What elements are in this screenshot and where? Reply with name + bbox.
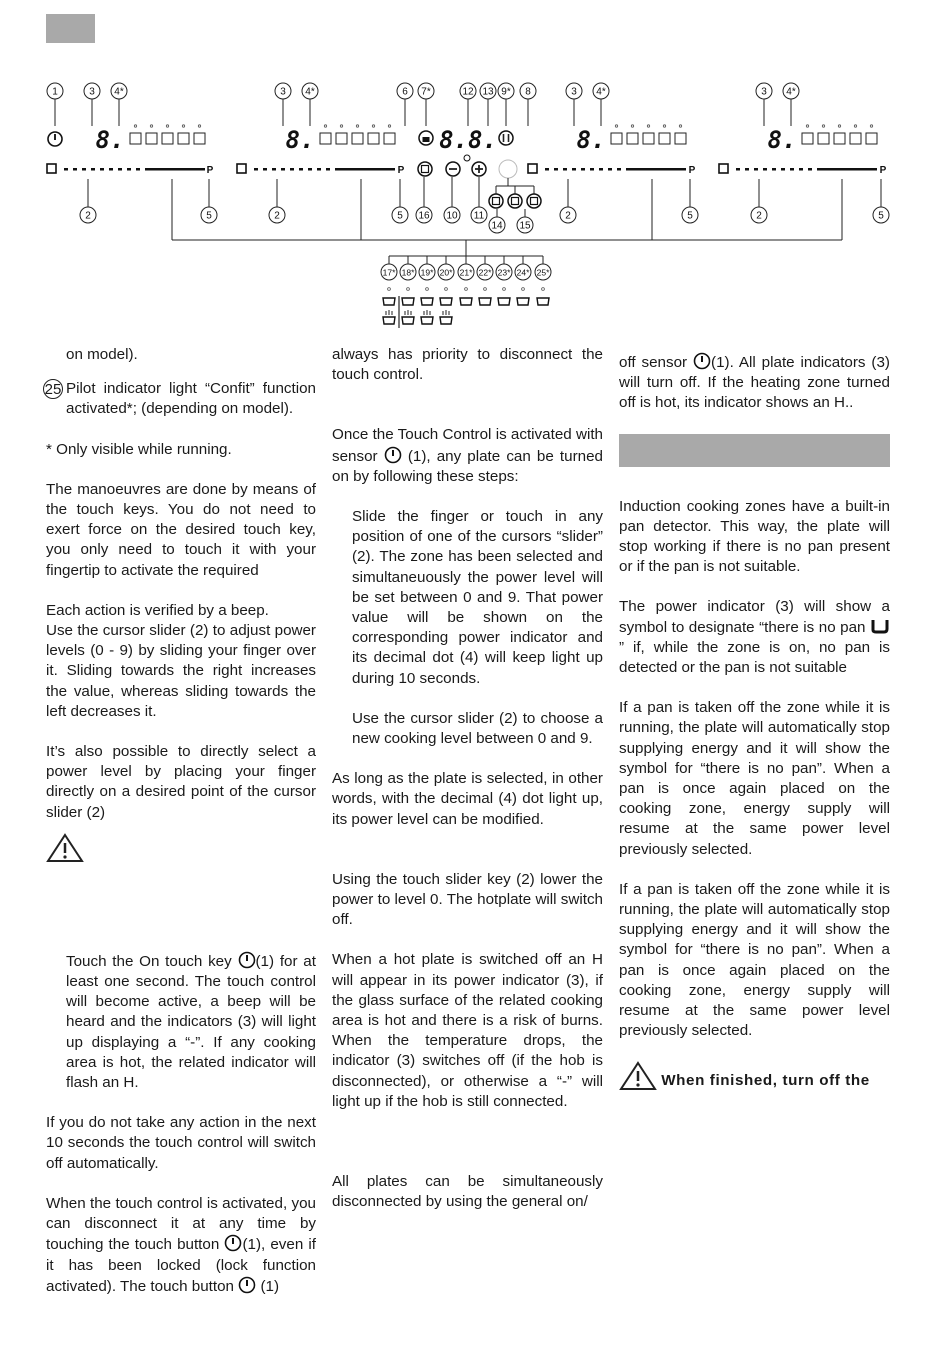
callout-top-8-label: 8 — [525, 86, 531, 98]
slider-segment — [377, 168, 383, 171]
slider-segment — [365, 168, 371, 171]
slider-segment — [790, 168, 794, 171]
callout-top-12 — [460, 83, 476, 99]
paragraph-disconnect: When the touch control is activated, you can disconnect it at any time by touching the touch button (1), even if it has been locked (lock function activated). The touch button (1) — [46, 1194, 316, 1295]
slider-segment — [347, 168, 353, 171]
slider-end-label: P — [397, 165, 405, 176]
callout-top-4s — [783, 83, 799, 99]
slider-segment — [680, 168, 686, 171]
level-dot — [166, 125, 168, 127]
slider-segment — [865, 168, 871, 171]
level-dot — [182, 125, 184, 127]
control-panel-diagram — [0, 78, 950, 338]
slider-segment — [73, 168, 77, 171]
slider-segment — [563, 168, 567, 171]
timer-display-digits: 8.8. — [439, 126, 497, 154]
slider-start-icon — [47, 164, 56, 173]
slider-segment — [181, 168, 187, 171]
lock-body — [423, 137, 430, 142]
callout-bottom-2-label: 2 — [274, 210, 280, 222]
level-dot — [854, 125, 856, 127]
paragraph-pan-removed-2: If a pan is taken off the zone while it is running, the plate will automatically stop supplying energy and it will show the symbol for “there is no pan”. When a pan is once again placed on the cooking zone, energy supply will resume at the same power level previously selected. — [619, 880, 890, 1040]
paragraph-pan-detector: Induction cooking zones have a built-in pan detector. This way, the plate will stop working if there is no pan present or if the pan is not suitable. — [619, 497, 890, 576]
slider-start-icon — [528, 164, 537, 173]
slider-segment — [853, 168, 859, 171]
level-dot — [631, 125, 633, 127]
function-key-inner — [512, 198, 519, 205]
callout-bottom-5 — [392, 207, 408, 223]
slider-segment — [109, 168, 113, 171]
paragraph-pan-removed-1: If a pan is taken off the zone while it is running, the plate will automatically stop supplying energy and it will show the symbol for “there is no pan”. When a pan is once again placed on the cooking zone, energy supply will resume at the same power level previously selected. — [619, 699, 890, 858]
callout-bottom-5-label: 5 — [397, 210, 403, 222]
slider-segment — [263, 168, 267, 171]
slider-segment — [359, 168, 365, 171]
callout-bottom-5 — [873, 207, 889, 223]
power-indicator-digit: 8. — [95, 126, 125, 154]
callout-top-13 — [480, 83, 496, 99]
slider-segment — [662, 168, 668, 171]
level-square — [675, 133, 686, 144]
warning-icon — [46, 833, 84, 863]
slider-segment — [299, 168, 303, 171]
slider-segment — [157, 168, 163, 171]
slider-segment — [608, 168, 612, 171]
paragraph-no-action: If you do not take any action in the next 10 seconds the touch control will switch off automatically. — [46, 1114, 316, 1172]
callout-top-3-label: 3 — [571, 86, 577, 98]
level-square — [130, 133, 141, 144]
callout-top-4s-label: 4* — [786, 86, 796, 98]
slider-segment — [163, 168, 169, 171]
callout-top-12-label: 12 — [462, 86, 474, 98]
column-1 — [46, 345, 316, 1317]
function-dot — [407, 288, 410, 291]
function-dot — [388, 288, 391, 291]
cookware-icon — [421, 298, 433, 305]
callout-bottom-15 — [517, 217, 533, 233]
level-square — [834, 133, 845, 144]
paragraph-slide-finger: Slide the finger or touch in any position of one of the cursors “slider” (2). The zone has been selected and simultaneuously the power level will be set between 0 and 9. That power value will be shown on the corresponding power indicator and its decimal dot (4) will keep light up during 10 seconds. — [352, 508, 603, 687]
slider-segment — [781, 168, 785, 171]
paragraph-priority: always has priority to disconnect the touch control. — [332, 346, 603, 384]
level-square — [368, 133, 379, 144]
callout-top-3 — [566, 83, 582, 99]
timer-sensor-area — [499, 160, 517, 178]
paragraph-on-model: on model). — [66, 346, 138, 363]
level-square — [194, 133, 205, 144]
callout-function-22s — [477, 264, 493, 280]
slider-segment — [335, 168, 341, 171]
paragraph-once-activated: Once the Touch Control is activated with sensor (1), any plate can be turned on by following these steps: — [332, 426, 603, 485]
slider-segment — [674, 168, 680, 171]
cookware-icon — [537, 298, 549, 305]
power-icon — [238, 1276, 256, 1294]
callout-function-19s — [419, 264, 435, 280]
paragraph-all-plates: All plates can be simultaneously disconnected by using the general on/ — [332, 1173, 603, 1211]
callout-bottom-5-label: 5 — [687, 210, 693, 222]
callout-bottom-2 — [560, 207, 576, 223]
slider-segment — [638, 168, 644, 171]
level-square — [818, 133, 829, 144]
cookware-icon — [402, 298, 414, 305]
timer-small-icon — [464, 155, 470, 161]
callout-top-1-label: 1 — [52, 86, 58, 98]
callout-bottom-2-label: 2 — [85, 210, 91, 222]
callout-bottom-2 — [80, 207, 96, 223]
slider-segment — [859, 168, 865, 171]
callout-function-22s-label: 22* — [478, 267, 492, 278]
slider-segment — [817, 168, 823, 171]
callout-function-21s — [458, 264, 474, 280]
slider-segment — [847, 168, 853, 171]
callout-bottom-14-label: 14 — [491, 220, 503, 232]
slider-segment — [763, 168, 767, 171]
level-square — [162, 133, 173, 144]
callout-function-21s-label: 21* — [459, 267, 473, 278]
callout-bottom-16-label: 16 — [418, 210, 430, 222]
slider-segment — [272, 168, 276, 171]
warning-icon — [619, 1061, 657, 1091]
power-indicator-digit: 8. — [576, 126, 606, 154]
callout-top-8 — [520, 83, 536, 99]
level-square — [611, 133, 622, 144]
no-pan-icon — [870, 618, 890, 634]
slider-segment — [617, 168, 621, 171]
callout-function-24s — [515, 264, 531, 280]
slider-segment — [650, 168, 656, 171]
callout-top-4s — [111, 83, 127, 99]
slider-segment — [835, 168, 841, 171]
power-icon — [384, 446, 402, 464]
function-dot — [484, 288, 487, 291]
slider-segment — [599, 168, 603, 171]
callout-function-23s — [496, 264, 512, 280]
callout-top-3 — [275, 83, 291, 99]
slider-segment — [772, 168, 776, 171]
level-dot — [356, 125, 358, 127]
slider-segment — [82, 168, 86, 171]
callout-bottom-5-label: 5 — [206, 210, 212, 222]
paragraph-beep-slider: Each action is verified by a beep. Use the cursor slider (2) to adjust power levels (0 - 9) by sliding your finger over it. Sliding towards the right increases the value, whereas sliding towards the left decreases it. — [46, 601, 316, 720]
callout-bottom-2 — [269, 207, 285, 223]
slider-segment — [829, 168, 835, 171]
callout-function-20s-label: 20* — [439, 267, 453, 278]
slider-segment — [823, 168, 829, 171]
callout-top-3-label: 3 — [280, 86, 286, 98]
level-dot — [663, 125, 665, 127]
callout-25: 25 — [44, 381, 62, 399]
callout-bottom-5-label: 5 — [878, 210, 884, 222]
slider-segment — [572, 168, 576, 171]
callout-top-3 — [756, 83, 772, 99]
slider-segment — [254, 168, 258, 171]
function-key-inner — [531, 198, 538, 205]
slider-segment — [545, 168, 549, 171]
section-header-bar — [619, 434, 890, 467]
callout-bottom-14 — [489, 217, 505, 233]
slider-segment — [871, 168, 877, 171]
paragraph-lower-power: Using the touch slider key (2) lower the power to level 0. The hotplate will switch off. — [332, 870, 603, 929]
callout-top-4s-label: 4* — [114, 86, 124, 98]
level-dot — [372, 125, 374, 127]
paragraph-pilot-confit: 25 Pilot indicator light “Confit” function activated*; (depending on model). — [44, 380, 316, 418]
level-dot — [324, 125, 326, 127]
paragraph-touch-on: Touch the On touch key (1) for at least one second. The touch control will become active, a beep will be heard and the indicators (3) will light up displaying a “-”. If any cooking area is hot, the related indicator will flash an H. — [66, 952, 316, 1092]
slider-segment — [175, 168, 181, 171]
callout-top-3 — [84, 83, 100, 99]
level-dot — [822, 125, 824, 127]
level-dot — [615, 125, 617, 127]
callout-top-4s-label: 4* — [305, 86, 315, 98]
slider-segment — [353, 168, 359, 171]
level-dot — [806, 125, 808, 127]
function-dot — [542, 288, 545, 291]
level-square — [352, 133, 363, 144]
callout-function-17s — [381, 264, 397, 280]
callout-top-7s — [418, 83, 434, 99]
slider-segment — [371, 168, 377, 171]
slider-segment — [199, 168, 205, 171]
slider-segment — [187, 168, 193, 171]
callout-bottom-11-label: 11 — [473, 210, 485, 222]
level-square — [336, 133, 347, 144]
level-square — [146, 133, 157, 144]
slider-segment — [118, 168, 122, 171]
slider-segment — [754, 168, 758, 171]
callout-function-24s-label: 24* — [516, 267, 530, 278]
level-dot — [388, 125, 390, 127]
callout-top-7s-label: 7* — [421, 86, 431, 98]
cookware-icon — [517, 298, 529, 305]
level-dot — [134, 125, 136, 127]
callout-top-4s-label: 4* — [596, 86, 606, 98]
callout-bottom-5 — [201, 207, 217, 223]
slider-segment — [644, 168, 650, 171]
callout-top-6-label: 6 — [402, 86, 408, 98]
slider-segment — [136, 168, 140, 171]
slider-segment — [656, 168, 662, 171]
callout-bottom-15-label: 15 — [519, 220, 531, 232]
level-dot — [647, 125, 649, 127]
callout-function-17s-label: 17* — [382, 267, 396, 278]
slider-segment — [736, 168, 740, 171]
slider-segment — [841, 168, 847, 171]
warning-block — [46, 833, 316, 951]
cookware-icon — [460, 298, 472, 305]
callout-top-4s — [593, 83, 609, 99]
callout-top-9s-label: 9* — [501, 86, 511, 98]
power-icon — [224, 1234, 242, 1252]
callout-top-3-label: 3 — [761, 86, 767, 98]
slider-segment — [145, 168, 151, 171]
level-square — [643, 133, 654, 144]
callout-function-18s — [400, 264, 416, 280]
slider-end-label: P — [879, 165, 887, 176]
power-icon — [238, 951, 256, 969]
slider-end-label: P — [688, 165, 696, 176]
callout-function-19s-label: 19* — [420, 267, 434, 278]
callout-function-25s — [535, 264, 551, 280]
slider-end-label: P — [206, 165, 214, 176]
power-icon — [693, 352, 711, 370]
cookware-icon — [383, 298, 395, 305]
callout-function-20s — [438, 264, 454, 280]
column-2 — [332, 345, 603, 1233]
slider-segment — [799, 168, 803, 171]
cookware-icon-alt — [421, 317, 433, 324]
level-dot — [679, 125, 681, 127]
level-square — [866, 133, 877, 144]
pause-icon — [499, 131, 513, 145]
callout-top-13-label: 13 — [482, 86, 494, 98]
level-square — [850, 133, 861, 144]
cookware-icon-alt — [440, 317, 452, 324]
callout-bottom-16 — [416, 207, 432, 223]
callout-function-23s-label: 23* — [497, 267, 511, 278]
callout-bottom-2-label: 2 — [565, 210, 571, 222]
level-square — [659, 133, 670, 144]
callout-top-1 — [47, 83, 63, 99]
slider-segment — [308, 168, 312, 171]
slider-segment — [290, 168, 294, 171]
level-square — [384, 133, 395, 144]
paragraph-direct-select: It’s also possible to directly select a power level by placing your finger directly on a desired point of the cursor slider (2) — [46, 743, 316, 821]
confit-key-inner — [422, 166, 429, 173]
function-dot — [465, 288, 468, 291]
slider-segment — [341, 168, 347, 171]
function-key-icon — [527, 194, 541, 208]
callout-top-9s — [498, 83, 514, 99]
paragraph-plate-selected: As long as the plate is selected, in other words, with the decimal (4) dot light up, its power level can be modified. — [332, 770, 603, 828]
slider-segment — [383, 168, 389, 171]
paragraph-manoeuvres: The manoeuvres are done by means of the touch keys. You do not need to exert force on the desired touch key, you only need to touch it with your fingertip to activate the required — [46, 480, 316, 579]
slider-segment — [326, 168, 330, 171]
paragraph-choose-level: Use the cursor slider (2) to choose a new cooking level between 0 and 9. — [352, 709, 603, 748]
paragraph-when-finished: When finished, turn off the — [619, 1061, 890, 1091]
callout-bottom-5 — [682, 207, 698, 223]
callout-top-4s — [302, 83, 318, 99]
cookware-icon — [498, 298, 510, 305]
paragraph-hot-plate: When a hot plate is switched off an H will appear in its power indicator (3), if the glass surface of the related cooking area is hot and there is a risk of burns. When the temperature drops, the indicator (3) switches off (if the hob is disconnected), or otherwise a “-” will light up if the hob is still connected. — [332, 951, 603, 1110]
slider-segment — [808, 168, 812, 171]
slider-segment — [91, 168, 95, 171]
slider-segment — [668, 168, 674, 171]
callout-function-18s-label: 18* — [401, 267, 415, 278]
callout-bottom-2-label: 2 — [756, 210, 762, 222]
slider-segment — [745, 168, 749, 171]
level-dot — [150, 125, 152, 127]
callout-bottom-2 — [751, 207, 767, 223]
callout-top-3-label: 3 — [89, 86, 95, 98]
slider-segment — [100, 168, 104, 171]
paragraph-no-pan-symbol: The power indicator (3) will show a symbol to designate “there is no pan ” if, while the zone is on, no pan is detected or the pan is not suitable — [619, 598, 890, 677]
paragraph-only-visible: * Only visible while running. — [46, 440, 232, 458]
slider-segment — [389, 168, 395, 171]
slider-segment — [581, 168, 585, 171]
callout-bottom-10 — [444, 207, 460, 223]
function-key-inner — [493, 198, 500, 205]
level-dot — [340, 125, 342, 127]
callout-top-6 — [397, 83, 413, 99]
column-3 — [619, 352, 890, 1112]
function-dot — [503, 288, 506, 291]
slider-segment — [590, 168, 594, 171]
callout-bottom-10-label: 10 — [446, 210, 458, 222]
slider-segment — [64, 168, 68, 171]
function-key-icon — [489, 194, 503, 208]
cookware-icon-alt — [383, 317, 395, 324]
slider-segment — [151, 168, 157, 171]
level-dot — [838, 125, 840, 127]
slider-segment — [626, 168, 632, 171]
paragraph-off-sensor: off sensor (1). All plate indicators (3) will turn off. If the heating zone turned off is hot, its indicator shows an H.. — [619, 354, 890, 412]
slider-start-icon — [237, 164, 246, 173]
slider-segment — [281, 168, 285, 171]
power-indicator-digit: 8. — [285, 126, 315, 154]
slider-start-icon — [719, 164, 728, 173]
callout-function-25s-label: 25* — [536, 267, 550, 278]
power-indicator-digit: 8. — [767, 126, 797, 154]
slider-segment — [554, 168, 558, 171]
slider-segment — [127, 168, 131, 171]
page-tab-marker — [46, 14, 95, 43]
level-dot — [198, 125, 200, 127]
slider-segment — [632, 168, 638, 171]
confit-key-icon — [418, 162, 432, 176]
function-dot — [445, 288, 448, 291]
cookware-icon — [479, 298, 491, 305]
cookware-icon — [440, 298, 452, 305]
slider-segment — [193, 168, 199, 171]
callout-bottom-11 — [471, 207, 487, 223]
function-key-icon — [508, 194, 522, 208]
slider-segment — [169, 168, 175, 171]
slider-segment — [317, 168, 321, 171]
level-square — [320, 133, 331, 144]
cookware-icon-alt — [402, 317, 414, 324]
function-dot — [522, 288, 525, 291]
level-dot — [870, 125, 872, 127]
level-square — [627, 133, 638, 144]
level-square — [178, 133, 189, 144]
level-square — [802, 133, 813, 144]
function-dot — [426, 288, 429, 291]
